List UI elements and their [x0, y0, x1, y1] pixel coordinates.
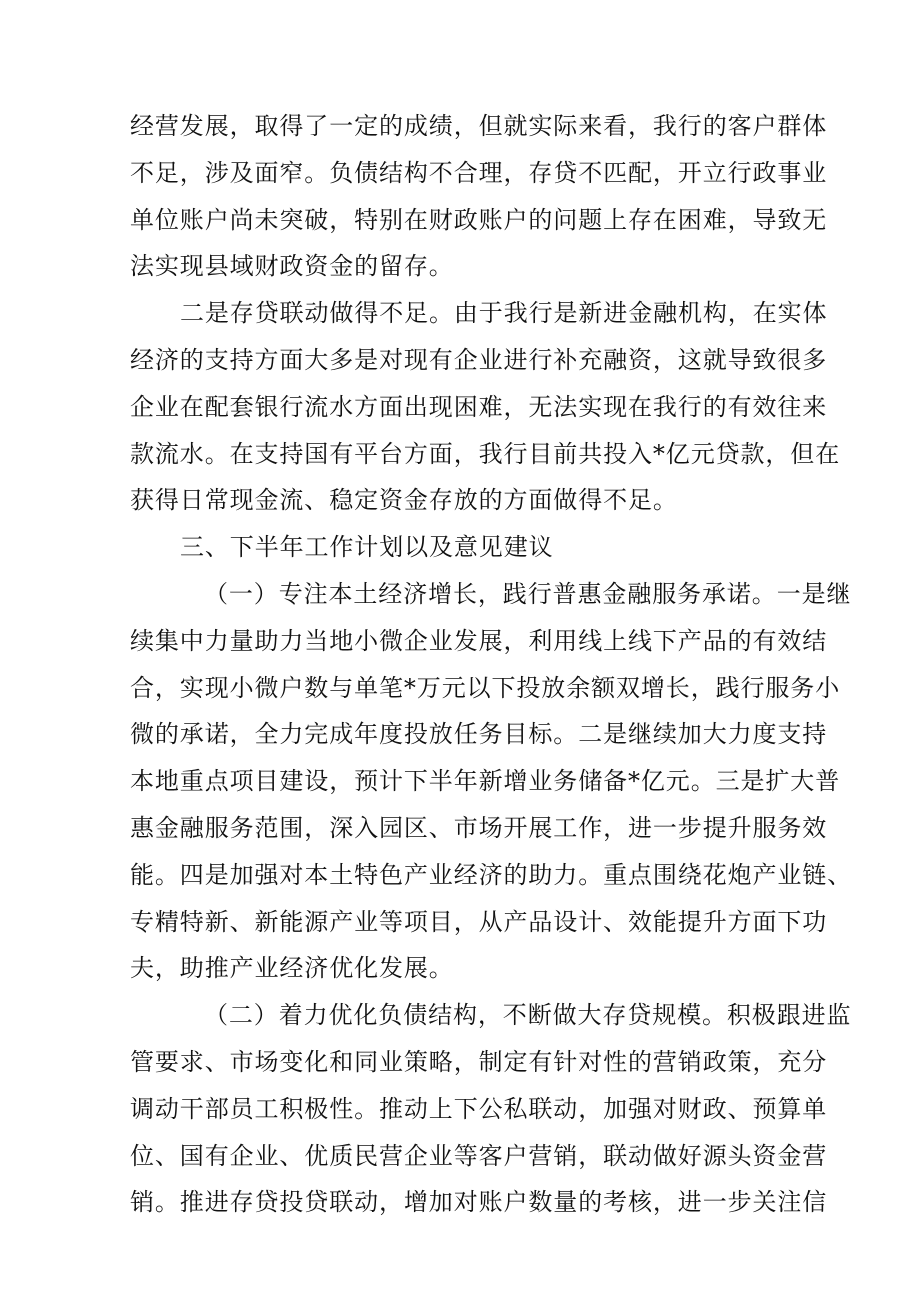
paragraph-3-line-1: （一）专注本土经济增长，践行普惠金融服务承诺。一是继 [204, 579, 852, 608]
paragraph-4-line-3: 调动干部员工积极性。推动上下公私联动，加强对财政、预算单 [130, 1094, 828, 1123]
paragraph-4-line-4: 位、国有企业、优质民营企业等客户营销，联动做好源头资金营 [130, 1141, 828, 1170]
paragraph-4-line-5: 销。推进存贷投贷联动，增加对账户数量的考核，进一步关注信 [130, 1188, 828, 1217]
paragraph-3-line-6: 惠金融服务范围，深入园区、市场开展工作，进一步提升服务效 [130, 813, 828, 842]
paragraph-3-line-7: 能。四是加强对本土特色产业经济的助力。重点围绕花炮产业链、 [130, 860, 853, 889]
paragraph-1-line-3: 单位账户尚未突破，特别在财政账户的问题上存在困难，导致无 [130, 205, 828, 234]
paragraph-2-line-3: 企业在配套银行流水方面出现困难，无法实现在我行的有效往来 [130, 392, 828, 421]
paragraph-1-line-1: 经营发展，取得了一定的成绩，但就实际来看，我行的客户群体 [130, 112, 828, 140]
document-body [130, 103, 853, 1226]
paragraph-3-line-3: 合，实现小微户数与单笔*万元以下投放余额双增长，践行服务小 [130, 673, 841, 702]
paragraph-1-line-4: 法实现县域财政资金的留存。 [130, 252, 454, 281]
paragraph-2-line-1: 二是存贷联动做得不足。由于我行是新进金融机构，在实体 [180, 299, 828, 328]
paragraph-3-line-4: 微的承诺，全力完成年度投放任务目标。二是继续加大力度支持 [130, 720, 828, 749]
paragraph-4-line-1: （二）着力优化负债结构，不断做大存贷规模。积极跟进监 [204, 1001, 852, 1030]
paragraph-3-line-2: 续集中力量助力当地小微企业发展，利用线上线下产品的有效结 [130, 626, 828, 655]
paragraph-3-line-5: 本地重点项目建设，预计下半年新增业务储备*亿元。三是扩大普 [130, 767, 841, 796]
paragraph-3-line-9: 夫，助推产业经济优化发展。 [130, 954, 454, 983]
section-heading-3: 三、下半年工作计划以及意见建议 [180, 533, 554, 562]
paragraph-2-line-4: 款流水。在支持国有平台方面，我行目前共投入*亿元贷款，但在 [130, 439, 841, 468]
paragraph-4-line-2: 管要求、市场变化和同业策略，制定有针对性的营销政策，充分 [130, 1047, 828, 1076]
paragraph-3-line-8: 专精特新、新能源产业等项目，从产品设计、效能提升方面下功 [130, 907, 828, 936]
paragraph-2-line-2: 经济的支持方面大多是对现有企业进行补充融资，这就导致很多 [130, 345, 828, 374]
paragraph-2-line-5: 获得日常现金流、稳定资金存放的方面做得不足。 [130, 486, 678, 515]
paragraph-1-line-2: 不足，涉及面窄。负债结构不合理，存贷不匹配，开立行政事业 [130, 158, 828, 187]
